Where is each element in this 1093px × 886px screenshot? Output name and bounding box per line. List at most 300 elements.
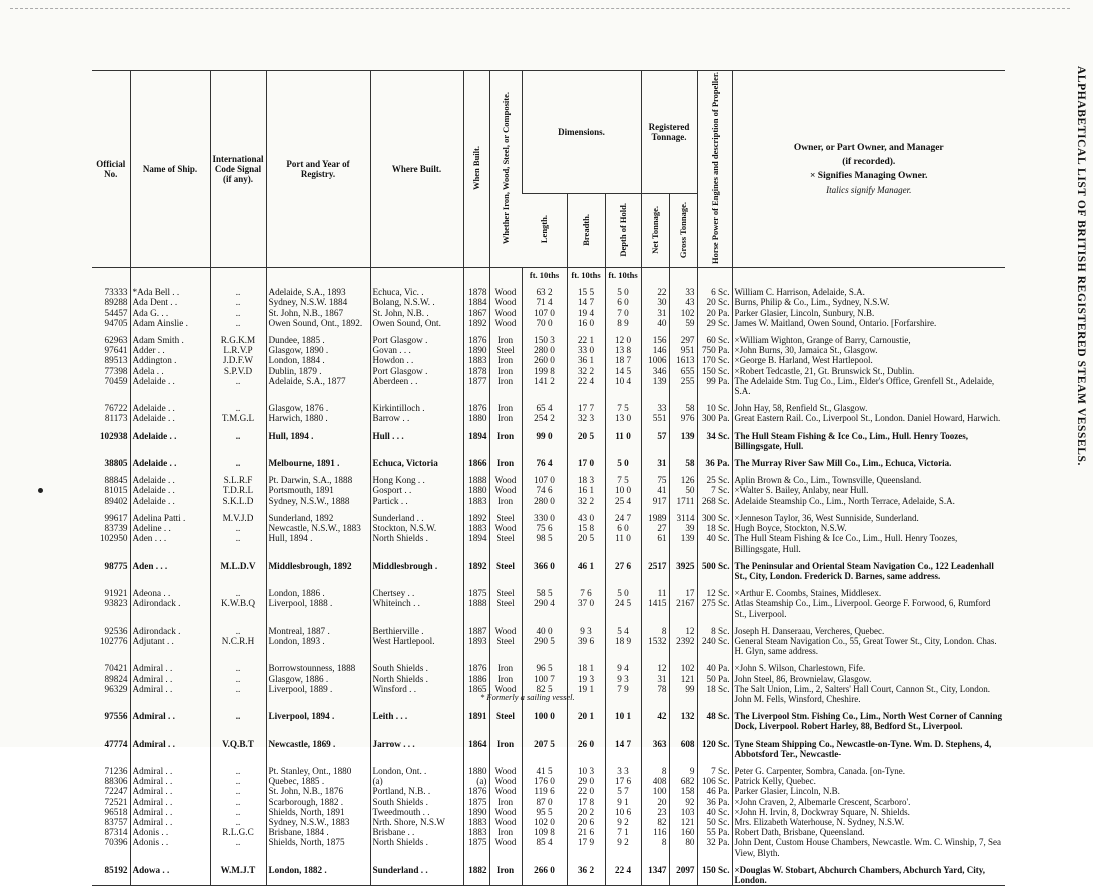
depth-cell: 5 7 (605, 786, 641, 796)
gross-tonnage-cell: 103 (669, 807, 697, 817)
net-tonnage-cell: 22 (641, 287, 669, 297)
material-cell: Iron (489, 376, 522, 396)
when-built-cell: 1892 (463, 561, 489, 581)
owner-cell: Robert Dath, Brisbane, Queensland. (732, 827, 1005, 837)
length-cell: 176 0 (522, 776, 567, 786)
depth-cell: 9 1 (605, 797, 641, 807)
unit-breadth: ft. 10ths (567, 268, 605, 281)
ship-name-cell: Admiral . . (130, 739, 210, 759)
length-cell: 207 5 (522, 739, 567, 759)
port-year-cell: St. John, N.B., 1876 (266, 786, 370, 796)
ship-name-cell: Admiral . . (130, 786, 210, 796)
group-spacer (92, 858, 1005, 865)
when-built-cell: 1880 (463, 766, 489, 776)
port-year-cell: Shields, North, 1891 (266, 807, 370, 817)
signal-cell: .. (210, 674, 266, 684)
official-no-cell: 102950 (99, 533, 128, 544)
breadth-cell: 14 7 (567, 297, 605, 307)
when-built-cell: 1890 (463, 345, 489, 355)
where-built-cell: Nrth. Shore, N.S.W (370, 817, 463, 827)
horse-power-cell: 46 Pa. (697, 786, 732, 796)
official-no-cell: 38805 (104, 458, 128, 469)
net-tonnage-cell: 20 (641, 797, 669, 807)
signal-cell: L.R.V.P (210, 345, 266, 355)
length-cell: 82 5 (522, 684, 567, 704)
gross-tonnage-cell: 58 (669, 458, 697, 468)
length-cell: 63 2 (522, 287, 567, 297)
official-no-cell: 89513 (104, 355, 128, 366)
port-year-cell: Scarborough, 1882 . (266, 797, 370, 807)
when-built-cell: 1877 (463, 376, 489, 396)
owner-cell: The Peninsular and Oriental Steam Navigation Co., 122 Leadenhall St., City, London. Frederick D. Barnes, same address. (732, 561, 1005, 581)
breadth-cell: 21 6 (567, 827, 605, 837)
official-no-cell: 72247 (104, 786, 128, 797)
horse-power-cell: 500 Sc. (697, 561, 732, 581)
signal-cell: .. (210, 588, 266, 598)
table-row (92, 674, 1005, 684)
material-cell: Iron (489, 827, 522, 837)
length-cell: 280 0 (522, 345, 567, 355)
length-cell: 254 2 (522, 413, 567, 423)
length-cell: 98 5 (522, 533, 567, 553)
signal-cell: .. (210, 287, 266, 297)
signal-cell: N.C.R.H (210, 636, 266, 656)
breadth-cell: 19 4 (567, 308, 605, 318)
net-tonnage-cell: 27 (641, 523, 669, 533)
table-row (92, 797, 1005, 807)
ship-name-cell: Admiral . . (130, 797, 210, 807)
header-name: Name of Ship. (130, 71, 210, 268)
port-year-cell: Portsmouth, 1891 (266, 485, 370, 495)
gross-tonnage-cell: 99 (669, 684, 697, 704)
horse-power-cell: 7 Sc. (697, 485, 732, 495)
owner-cell: The Adelaide Stm. Tug Co., Lim., Elder's Office, Grenfell St., Adelaide, S.A. (732, 376, 1005, 396)
depth-cell: 6 0 (605, 523, 641, 533)
official-no-cell: 94705 (104, 317, 128, 328)
signal-cell: .. (210, 817, 266, 827)
group-spacer (92, 280, 1005, 287)
signal-cell: .. (210, 376, 266, 396)
depth-cell: 9 4 (605, 663, 641, 673)
horse-power-cell: 20 Pa. (697, 308, 732, 318)
material-cell: Iron (489, 431, 522, 451)
when-built-cell: 1887 (463, 626, 489, 636)
table-row (92, 308, 1005, 318)
port-year-cell: Glasgow, 1876 . (266, 403, 370, 413)
when-built-cell: 1892 (463, 318, 489, 328)
length-cell: 199 8 (522, 366, 567, 376)
table-row (92, 366, 1005, 376)
official-no-cell: 77398 (104, 365, 128, 376)
port-year-cell: Owen Sound, Ont., 1892. (266, 318, 370, 328)
port-year-cell: Sydney, N.S.W., 1883 (266, 817, 370, 827)
official-no-cell: 76722 (104, 403, 128, 414)
official-no-cell: 97556 (104, 711, 128, 722)
net-tonnage-cell: 156 (641, 335, 669, 345)
when-built-cell: 1891 (463, 711, 489, 731)
net-tonnage-cell: 408 (641, 776, 669, 786)
when-built-cell: 1876 (463, 403, 489, 413)
material-cell: Steel (489, 513, 522, 523)
owner-cell: ×Arthur E. Coombs, Staines, Middlesex. (732, 588, 1005, 598)
table-row (92, 817, 1005, 827)
net-tonnage-cell: 42 (641, 711, 669, 731)
gross-tonnage-cell: 951 (669, 345, 697, 355)
ship-name-cell: Aden . . . (130, 533, 210, 553)
horse-power-cell: 40 Sc. (697, 533, 732, 553)
table-row (92, 588, 1005, 598)
depth-cell: 5 0 (605, 458, 641, 468)
breadth-cell: 29 0 (567, 776, 605, 786)
where-built-cell: Govan . . . (370, 345, 463, 355)
ship-name-cell: Addington . (130, 355, 210, 365)
where-built-cell: Bolang, N.S.W. . (370, 297, 463, 307)
gross-tonnage-cell: 255 (669, 376, 697, 396)
material-cell: Iron (489, 335, 522, 345)
length-cell: 96 5 (522, 663, 567, 673)
vessel-table (92, 70, 1005, 886)
horse-power-cell: 120 Sc. (697, 739, 732, 759)
official-no-cell: 89288 (104, 297, 128, 308)
depth-cell: 12 0 (605, 335, 641, 345)
net-tonnage-cell: 100 (641, 786, 669, 796)
when-built-cell: 1888 (463, 598, 489, 618)
port-year-cell: Quebec, 1885 . (266, 776, 370, 786)
horse-power-cell: 106 Sc. (697, 776, 732, 786)
official-no-cell: 102776 (99, 635, 128, 646)
length-cell: 260 0 (522, 355, 567, 365)
gross-tonnage-cell: 92 (669, 797, 697, 807)
net-tonnage-cell: 75 (641, 475, 669, 485)
depth-cell: 11 0 (605, 533, 641, 553)
breadth-cell: 33 0 (567, 345, 605, 355)
port-year-cell: Pt. Stanley, Ont., 1880 (266, 766, 370, 776)
horse-power-cell: 300 Sc. (697, 513, 732, 523)
net-tonnage-cell: 116 (641, 827, 669, 837)
when-built-cell: 1865 (463, 684, 489, 704)
net-tonnage-cell: 139 (641, 376, 669, 396)
depth-cell: 9 2 (605, 837, 641, 857)
breadth-cell: 9 3 (567, 626, 605, 636)
gross-tonnage-cell: 80 (669, 837, 697, 857)
net-tonnage-cell: 11 (641, 588, 669, 598)
page-edge-rule (10, 8, 1070, 9)
ship-name-cell: Adelaide . . (130, 431, 210, 451)
group-spacer (92, 704, 1005, 711)
ship-name-cell: Admiral . . (130, 684, 210, 704)
signal-cell: R.L.G.C (210, 827, 266, 837)
gross-tonnage-cell: 160 (669, 827, 697, 837)
breadth-cell: 22 4 (567, 376, 605, 396)
horse-power-cell: 36 Pa. (697, 458, 732, 468)
horse-power-cell: 10 Sc. (697, 403, 732, 413)
table-row (92, 837, 1005, 857)
breadth-cell: 36 1 (567, 355, 605, 365)
material-cell: Steel (489, 533, 522, 553)
material-cell: Wood (489, 807, 522, 817)
length-cell: 70 0 (522, 318, 567, 328)
table-row (92, 413, 1005, 423)
gross-tonnage-cell: 2167 (669, 598, 697, 618)
official-no-cell: 70421 (104, 663, 128, 674)
gross-tonnage-cell: 3114 (669, 513, 697, 523)
length-cell: 58 5 (522, 588, 567, 598)
material-cell: Steel (489, 711, 522, 731)
horse-power-cell: 18 Sc. (697, 684, 732, 704)
when-built-cell: 1892 (463, 513, 489, 523)
horse-power-cell: 50 Pa. (697, 674, 732, 684)
net-tonnage-cell: 146 (641, 345, 669, 355)
breadth-cell: 20 2 (567, 807, 605, 817)
gross-tonnage-cell: 59 (669, 318, 697, 328)
ship-name-cell: Ada Dent . . (130, 297, 210, 307)
breadth-cell: 32 3 (567, 413, 605, 423)
official-no-cell: 88306 (104, 776, 128, 787)
when-built-cell: 1883 (463, 496, 489, 506)
when-built-cell: 1876 (463, 335, 489, 345)
owner-cell: James W. Maitland, Owen Sound, Ontario. [Forfarshire. (732, 318, 1005, 328)
owner-cell: General Steam Navigation Co., 55, Great Tower St., City, London. Chas. H. Glyn, same address. (732, 636, 1005, 656)
breadth-cell: 15 8 (567, 523, 605, 533)
when-built-cell: 1875 (463, 797, 489, 807)
length-cell: 102 0 (522, 817, 567, 827)
horse-power-cell: 150 Sc. (697, 366, 732, 376)
port-year-cell: Sydney, N.S.W., 1888 (266, 496, 370, 506)
table-row (92, 318, 1005, 328)
when-built-cell: 1875 (463, 588, 489, 598)
horse-power-cell: 18 Sc. (697, 523, 732, 533)
signal-cell: .. (210, 308, 266, 318)
ship-name-cell: Adowa . . (130, 865, 210, 886)
length-cell: 76 4 (522, 458, 567, 468)
gross-tonnage-cell: 102 (669, 663, 697, 673)
when-built-cell: 1894 (463, 533, 489, 553)
net-tonnage-cell: 8 (641, 837, 669, 857)
where-built-cell: South Shields . (370, 663, 463, 673)
ship-name-cell: Adirondack . (130, 598, 210, 618)
net-tonnage-cell: 31 (641, 308, 669, 318)
signal-cell: .. (210, 797, 266, 807)
depth-cell: 7 0 (605, 308, 641, 318)
horse-power-cell: 8 Sc. (697, 626, 732, 636)
depth-cell: 18 9 (605, 636, 641, 656)
where-built-cell: North Shields . (370, 837, 463, 857)
when-built-cell: 1886 (463, 674, 489, 684)
port-year-cell: London, 1884 . (266, 355, 370, 365)
table-row (92, 626, 1005, 636)
net-tonnage-cell: 1532 (641, 636, 669, 656)
signal-cell: .. (210, 533, 266, 553)
owner-cell: ×John H. Irvin, 8, Dockwray Square, N. Shields. (732, 807, 1005, 817)
horse-power-cell: 55 Pa. (697, 827, 732, 837)
breadth-cell: 18 1 (567, 663, 605, 673)
port-year-cell: Harwich, 1880 . (266, 413, 370, 423)
material-cell: Iron (489, 663, 522, 673)
material-cell: Wood (489, 475, 522, 485)
signal-cell: V.Q.B.T (210, 739, 266, 759)
owner-cell: The Liverpool Stm. Fishing Co., Lim., North West Corner of Canning Dock, Liverpool. Robert Harley, 88, Bedford St., Liverpool. (732, 711, 1005, 731)
breadth-cell: 17 7 (567, 403, 605, 413)
when-built-cell: 1888 (463, 475, 489, 485)
where-built-cell: Leith . . . (370, 711, 463, 731)
where-built-cell: Gosport . . (370, 485, 463, 495)
official-no-cell: 88845 (104, 475, 128, 486)
depth-cell: 24 7 (605, 513, 641, 523)
where-built-cell: Echuca, Vic. . (370, 287, 463, 297)
header-length: Length. (522, 194, 567, 268)
table-row (92, 475, 1005, 485)
depth-cell: 10 4 (605, 376, 641, 396)
when-built-cell: 1880 (463, 413, 489, 423)
table-row (92, 598, 1005, 618)
group-spacer (92, 506, 1005, 513)
when-built-cell: 1883 (463, 817, 489, 827)
depth-cell: 9 3 (605, 674, 641, 684)
breadth-cell: 26 0 (567, 739, 605, 759)
depth-cell: 25 4 (605, 496, 641, 506)
signal-cell: .. (210, 786, 266, 796)
units-row (92, 268, 1005, 281)
table-row (92, 297, 1005, 307)
length-cell: 41 5 (522, 766, 567, 776)
signal-cell: .. (210, 318, 266, 328)
length-cell: 107 0 (522, 308, 567, 318)
signal-cell: .. (210, 684, 266, 704)
material-cell: Iron (489, 496, 522, 506)
breadth-cell: 20 5 (567, 533, 605, 553)
port-year-cell: Liverpool, 1888 . (266, 598, 370, 618)
breadth-cell: 20 6 (567, 817, 605, 827)
table-row (92, 376, 1005, 396)
depth-cell: 5 0 (605, 588, 641, 598)
ship-name-cell: Adelaide . . (130, 475, 210, 485)
net-tonnage-cell: 30 (641, 297, 669, 307)
breadth-cell: 36 2 (567, 865, 605, 886)
material-cell: Wood (489, 776, 522, 786)
net-tonnage-cell: 31 (641, 458, 669, 468)
ship-name-cell: Adelaide . . (130, 413, 210, 423)
when-built-cell: 1893 (463, 636, 489, 656)
official-no-cell: 91921 (104, 588, 128, 599)
net-tonnage-cell: 346 (641, 366, 669, 376)
depth-cell: 17 6 (605, 776, 641, 786)
signal-cell: .. (210, 297, 266, 307)
port-year-cell: Melbourne, 1891 . (266, 458, 370, 468)
breadth-cell: 18 3 (567, 475, 605, 485)
ship-name-cell: Adirondack . (130, 626, 210, 636)
where-built-cell: Aberdeen . . (370, 376, 463, 396)
gross-tonnage-cell: 39 (669, 523, 697, 533)
net-tonnage-cell: 2517 (641, 561, 669, 581)
where-built-cell: Jarrow . . . (370, 739, 463, 759)
ship-name-cell: Adam Smith . (130, 335, 210, 345)
ship-name-cell: Admiral . . (130, 817, 210, 827)
when-built-cell: 1878 (463, 287, 489, 297)
gross-tonnage-cell: 132 (669, 711, 697, 731)
depth-cell: 5 0 (605, 287, 641, 297)
when-built-cell: 1894 (463, 431, 489, 451)
table-row (92, 827, 1005, 837)
net-tonnage-cell: 82 (641, 817, 669, 827)
material-cell: Steel (489, 588, 522, 598)
depth-cell: 13 8 (605, 345, 641, 355)
horse-power-cell: 150 Sc. (697, 865, 732, 886)
material-cell: Steel (489, 561, 522, 581)
ship-name-cell: Adelaide . . (130, 485, 210, 495)
group-spacer (92, 396, 1005, 403)
where-built-cell: Partick . . (370, 496, 463, 506)
unit-depth: ft. 10ths (605, 268, 641, 281)
ship-name-cell: Admiral . . (130, 766, 210, 776)
signal-cell: S.L.R.F (210, 475, 266, 485)
when-built-cell: (a) (463, 776, 489, 786)
when-built-cell: 1890 (463, 807, 489, 817)
port-year-cell: Pt. Darwin, S.A., 1888 (266, 475, 370, 485)
register-body (92, 268, 1005, 886)
horse-power-cell: 48 Sc. (697, 711, 732, 731)
net-tonnage-cell: 40 (641, 318, 669, 328)
group-spacer (92, 451, 1005, 458)
material-cell: Wood (489, 287, 522, 297)
net-tonnage-cell: 61 (641, 533, 669, 553)
where-built-cell: Sunderland . . (370, 865, 463, 886)
signal-cell: .. (210, 458, 266, 468)
group-spacer (92, 759, 1005, 766)
owner-cell: Mrs. Elizabeth Waterhouse, N. Sydney, N.S.W. (732, 817, 1005, 827)
length-cell: 75 6 (522, 523, 567, 533)
owner-cell: ×William Wighton, Grange of Barry, Carnoustie, (732, 335, 1005, 345)
owner-cell: ×John Craven, 2, Albemarle Crescent, Scarboro'. (732, 797, 1005, 807)
port-year-cell: Dublin, 1879 . (266, 366, 370, 376)
port-year-cell: Hull, 1894 . (266, 533, 370, 553)
horse-power-cell: 99 Pa. (697, 376, 732, 396)
when-built-cell: 1884 (463, 297, 489, 307)
breadth-cell: 16 1 (567, 485, 605, 495)
material-cell: Wood (489, 485, 522, 495)
length-cell: 40 0 (522, 626, 567, 636)
gross-tonnage-cell: 1613 (669, 355, 697, 365)
ship-name-cell: Adela . . (130, 366, 210, 376)
horse-power-cell: 60 Sc. (697, 335, 732, 345)
gross-tonnage-cell: 126 (669, 475, 697, 485)
owner-cell: John Steel, 86, Brownielaw, Glasgow. (732, 674, 1005, 684)
net-tonnage-cell: 551 (641, 413, 669, 423)
signal-cell: .. (210, 403, 266, 413)
length-cell: 141 2 (522, 376, 567, 396)
where-built-cell: Chertsey . . (370, 588, 463, 598)
official-no-cell: 81173 (104, 413, 128, 424)
page-title: ALPHABETICAL LIST OF BRITISH REGISTERED STEAM VESSELS. (1075, 66, 1087, 466)
length-cell: 100 7 (522, 674, 567, 684)
where-built-cell: South Shields . (370, 797, 463, 807)
owner-header-line2: (if recorded). (842, 157, 896, 168)
signal-cell: .. (210, 776, 266, 786)
port-year-cell: Sunderland, 1892 (266, 513, 370, 523)
gross-tonnage-cell: 3925 (669, 561, 697, 581)
where-built-cell: Whiteinch . . (370, 598, 463, 618)
material-cell: Wood (489, 684, 522, 704)
gross-tonnage-cell: 9 (669, 766, 697, 776)
ship-name-cell: Adam Ainslie . (130, 318, 210, 328)
material-cell: Wood (489, 766, 522, 776)
owner-cell: ×Robert Tedcastle, 21, Gt. Brunswick St., Dublin. (732, 366, 1005, 376)
horse-power-cell: 29 Sc. (697, 318, 732, 328)
breadth-cell: 43 0 (567, 513, 605, 523)
signal-cell: T.M.G.L (210, 413, 266, 423)
net-tonnage-cell: 57 (641, 431, 669, 451)
signal-cell: .. (210, 711, 266, 731)
net-tonnage-cell: 363 (641, 739, 669, 759)
